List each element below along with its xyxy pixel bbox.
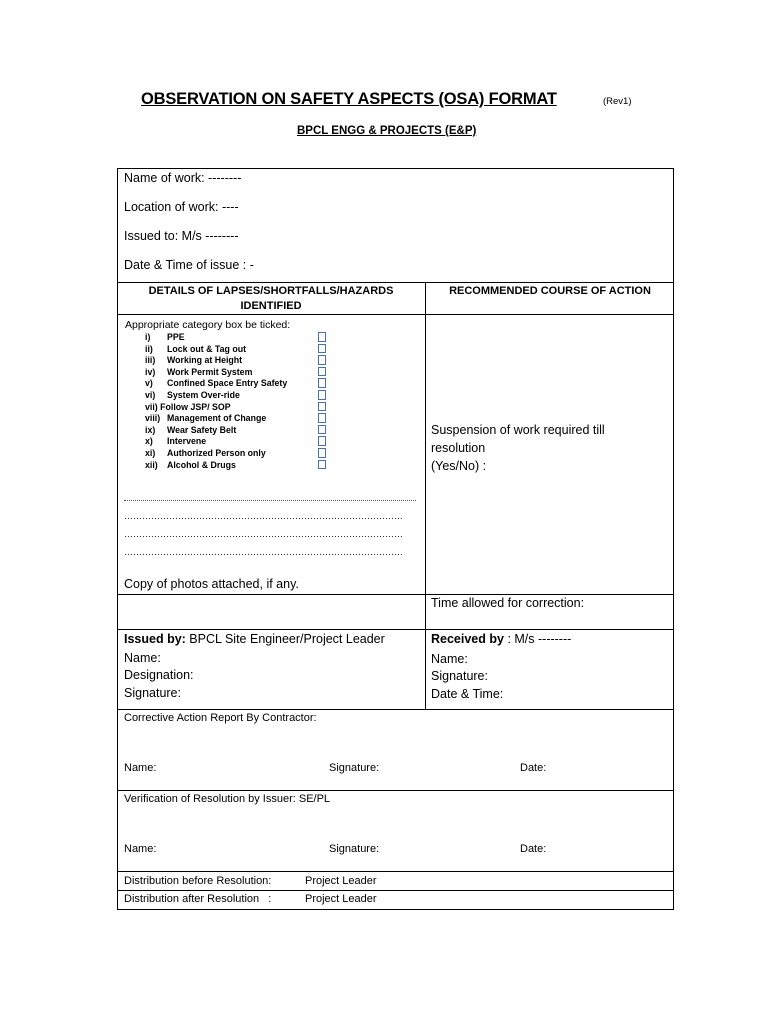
receiver-date-time-label: Date & Time:	[431, 687, 504, 701]
receiver-name-label: Name:	[431, 652, 468, 666]
suspension-line-2: resolution	[431, 441, 486, 455]
category-number: ii)	[145, 343, 153, 354]
category-number: i)	[145, 332, 151, 342]
divider	[117, 314, 674, 315]
category-item	[145, 413, 287, 425]
name-of-work: Name of work: --------	[124, 171, 242, 185]
category-number: viii)	[145, 413, 161, 424]
received-by-value: : M/s --------	[503, 632, 572, 646]
issuer-signature-label: Signature:	[124, 686, 181, 700]
received-by	[431, 632, 571, 646]
divider	[117, 594, 674, 595]
checkbox[interactable]	[318, 436, 326, 446]
issuer-designation-label: Designation:	[124, 668, 194, 682]
category-label: Intervene	[167, 436, 207, 447]
distribution-after-value: Project Leader	[305, 893, 377, 905]
dotted-line: …………………………………………………………………………………	[124, 547, 403, 557]
checkbox[interactable]	[318, 378, 326, 388]
checkbox[interactable]	[318, 390, 326, 400]
category-label: System Over-ride	[167, 389, 240, 400]
divider	[117, 629, 674, 630]
column-divider	[425, 282, 426, 710]
time-allowed-label: Time allowed for correction:	[431, 596, 585, 610]
category-label: Wear Safety Belt	[167, 424, 237, 435]
issued-by-label: Issued by:	[124, 632, 186, 646]
distribution-before-label: Distribution before Resolution:	[124, 875, 272, 887]
category-number: xii)	[145, 459, 158, 470]
checkbox[interactable]	[318, 367, 326, 377]
divider	[117, 709, 674, 710]
category-item	[145, 390, 287, 402]
category-item	[145, 378, 287, 390]
corrective-signature-label: Signature:	[329, 762, 380, 774]
checkbox[interactable]	[318, 332, 326, 342]
category-item	[145, 460, 287, 472]
dotted-line	[124, 500, 416, 501]
checkbox[interactable]	[318, 425, 326, 435]
photos-attached-note: Copy of photos attached, if any.	[124, 577, 299, 591]
category-number: iv)	[145, 366, 156, 377]
distribution-after-label: Distribution after Resolution :	[124, 893, 272, 905]
category-number: vi)	[145, 389, 156, 400]
form-subtitle: BPCL ENGG & PROJECTS (E&P)	[297, 125, 477, 137]
checkbox[interactable]	[318, 355, 326, 365]
verification-date-label: Date:	[520, 843, 547, 855]
category-instruction: Appropriate category box be ticked:	[125, 319, 291, 331]
category-number: vii)	[145, 401, 158, 412]
category-number: x)	[145, 436, 153, 447]
category-label: Management of Change	[167, 413, 267, 424]
divider	[117, 890, 674, 891]
checkbox[interactable]	[318, 413, 326, 423]
corrective-action-title: Corrective Action Report By Contractor:	[124, 712, 317, 724]
category-label: Authorized Person only	[167, 447, 266, 458]
revision-label: (Rev1)	[603, 96, 632, 107]
category-item	[145, 355, 287, 367]
issuer-name-label: Name:	[124, 651, 161, 665]
receiver-signature-label: Signature:	[431, 669, 488, 683]
category-item	[145, 367, 287, 379]
corrective-name-label: Name:	[124, 762, 157, 774]
divider	[117, 790, 674, 791]
checkbox[interactable]	[318, 402, 326, 412]
category-item	[145, 448, 287, 460]
category-item	[145, 344, 287, 356]
distribution-before-value: Project Leader	[305, 875, 377, 887]
issued-by-value: BPCL Site Engineer/Project Leader	[185, 632, 385, 646]
dotted-line: …………………………………………………………………………………	[124, 529, 403, 539]
divider	[117, 282, 674, 283]
checkbox[interactable]	[318, 460, 326, 470]
verification-name-label: Name:	[124, 843, 157, 855]
category-item	[145, 332, 287, 344]
category-number: iii)	[145, 355, 156, 366]
received-by-label: Received by	[431, 632, 504, 646]
category-label: Confined Space Entry Safety	[167, 378, 288, 389]
category-item	[145, 402, 287, 414]
checkbox[interactable]	[318, 344, 326, 354]
category-list	[145, 332, 287, 471]
category-label: Working at Height	[167, 355, 243, 366]
date-time-of-issue: Date & Time of issue : -	[124, 258, 254, 272]
category-label: PPE	[167, 332, 185, 342]
category-label: Work Permit System	[167, 366, 253, 377]
category-number: ix)	[145, 424, 156, 435]
category-number: v)	[145, 378, 153, 389]
verification-signature-label: Signature:	[329, 843, 380, 855]
category-checkboxes	[318, 332, 326, 471]
category-label: Lock out & Tag out	[167, 343, 246, 354]
category-label: Alcohol & Drugs	[167, 459, 236, 470]
lapses-header: DETAILS OF LAPSES/SHORTFALLS/HAZARDS IDENTIFIED	[148, 285, 394, 312]
verification-title: Verification of Resolution by Issuer: SE/PL	[124, 793, 331, 805]
issued-by	[124, 632, 385, 646]
category-label: Follow JSP/ SOP	[160, 401, 231, 412]
form-title: OBSERVATION ON SAFETY ASPECTS (OSA) FORMAT	[141, 90, 557, 108]
corrective-date-label: Date:	[520, 762, 547, 774]
suspension-line-1: Suspension of work required till	[431, 423, 605, 437]
checkbox[interactable]	[318, 448, 326, 458]
category-number: xi)	[145, 447, 156, 458]
divider	[117, 871, 674, 872]
dotted-line: …………………………………………………………………………………	[124, 511, 403, 521]
location-of-work: Location of work: ----	[124, 200, 239, 214]
category-item	[145, 425, 287, 437]
suspension-yes-no: (Yes/No) :	[431, 459, 487, 473]
issued-to: Issued to: M/s --------	[124, 229, 239, 243]
category-item	[145, 436, 287, 448]
action-header: RECOMMENDED COURSE OF ACTION	[449, 285, 651, 297]
